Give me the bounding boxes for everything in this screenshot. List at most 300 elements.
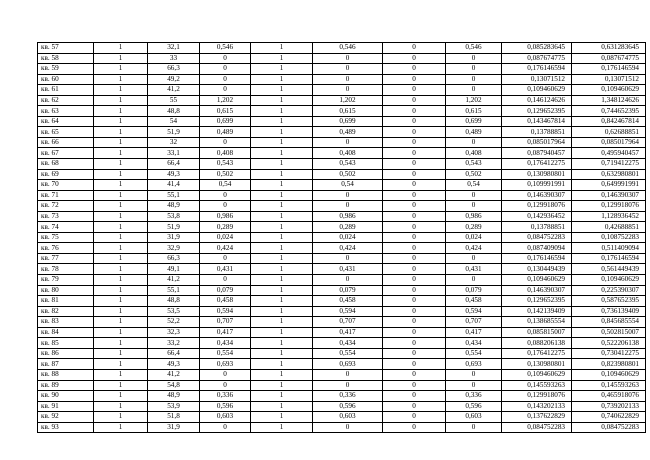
- table-cell: 0: [446, 74, 502, 85]
- table-cell: 1: [251, 264, 313, 275]
- table-row: [38, 380, 646, 391]
- table-cell: 0,129918076: [572, 201, 646, 212]
- table-row: [38, 359, 646, 370]
- table-cell: 0,109991991: [502, 180, 572, 191]
- table-row: [38, 64, 646, 75]
- table-cell: 0: [383, 222, 446, 233]
- table-cell: 0,085017964: [572, 137, 646, 148]
- table-cell: 0,554: [200, 348, 251, 359]
- table-cell: 1,202: [313, 95, 383, 106]
- table-cell: 0,986: [200, 211, 251, 222]
- table-cell: 0,024: [200, 232, 251, 243]
- table-cell: 0: [313, 137, 383, 148]
- table-row: [38, 85, 646, 96]
- table-cell: 0,744652395: [572, 106, 646, 117]
- table-cell: 0,138685554: [502, 317, 572, 328]
- table-cell: 1,202: [200, 95, 251, 106]
- table-cell: 53,8: [148, 211, 200, 222]
- table-cell: 0,543: [446, 159, 502, 170]
- table-cell: 0: [200, 190, 251, 201]
- table-cell: 0,699: [313, 116, 383, 127]
- apartment-label-cell: кв. 68: [38, 159, 94, 170]
- table-cell: 0,693: [313, 359, 383, 370]
- table-cell: 0: [383, 137, 446, 148]
- table-cell: 0: [200, 422, 251, 433]
- table-cell: 0,707: [446, 317, 502, 328]
- table-cell: 0: [446, 53, 502, 64]
- table-cell: 0,084752283: [572, 422, 646, 433]
- table-cell: 41,2: [148, 369, 200, 380]
- table-cell: 66,3: [148, 253, 200, 264]
- table-cell: 0: [313, 380, 383, 391]
- table-cell: 0: [200, 201, 251, 212]
- table-cell: 0: [313, 253, 383, 264]
- table-cell: 0,740622829: [572, 412, 646, 423]
- table-cell: 0,336: [200, 391, 251, 402]
- table-row: [38, 180, 646, 191]
- table-cell: 0: [383, 159, 446, 170]
- table-cell: 0: [200, 253, 251, 264]
- table-cell: 0,142139409: [502, 306, 572, 317]
- apartment-label-cell: кв. 81: [38, 296, 94, 307]
- table-cell: 1: [94, 391, 148, 402]
- table-cell: 0,143202133: [502, 401, 572, 412]
- table-cell: 0,707: [313, 317, 383, 328]
- apartment-label-cell: кв. 80: [38, 285, 94, 296]
- apartment-label-cell: кв. 57: [38, 43, 94, 54]
- table-cell: 0: [383, 95, 446, 106]
- table-cell: 1: [251, 253, 313, 264]
- table-cell: 0,594: [313, 306, 383, 317]
- table-cell: 48,9: [148, 201, 200, 212]
- table-cell: 0: [383, 190, 446, 201]
- table-cell: 1: [251, 401, 313, 412]
- table-row: [38, 169, 646, 180]
- table-cell: 1: [94, 412, 148, 423]
- table-cell: 1: [251, 222, 313, 233]
- table-cell: 0: [313, 53, 383, 64]
- table-row: [38, 106, 646, 117]
- table-cell: 1: [94, 53, 148, 64]
- table-cell: 0,424: [200, 243, 251, 254]
- table-cell: 0,546: [200, 43, 251, 54]
- table-cell: 0,129652395: [502, 296, 572, 307]
- table-cell: 0,823980801: [572, 359, 646, 370]
- table-cell: 0,543: [313, 159, 383, 170]
- table-cell: 1: [94, 85, 148, 96]
- table-cell: 0,431: [200, 264, 251, 275]
- table-cell: 0: [383, 391, 446, 402]
- table-cell: 1: [251, 327, 313, 338]
- table-cell: 0,225390307: [572, 285, 646, 296]
- table-cell: 0,085283645: [502, 43, 572, 54]
- table-cell: 0: [200, 64, 251, 75]
- table-cell: 48,9: [148, 391, 200, 402]
- table-cell: 0,085815007: [502, 327, 572, 338]
- table-cell: 1: [94, 275, 148, 286]
- table-cell: 1: [251, 74, 313, 85]
- table-cell: 66,3: [148, 64, 200, 75]
- table-cell: 0,129918076: [502, 201, 572, 212]
- table-cell: 0: [383, 116, 446, 127]
- table-cell: 1: [94, 338, 148, 349]
- table-cell: 0,408: [200, 148, 251, 159]
- table-cell: 0,693: [200, 359, 251, 370]
- table-cell: 0,336: [313, 391, 383, 402]
- table-row: [38, 74, 646, 85]
- table-cell: 0: [446, 422, 502, 433]
- table-row: [38, 412, 646, 423]
- table-cell: 1: [251, 169, 313, 180]
- table-cell: 33,1: [148, 148, 200, 159]
- table-cell: 1: [94, 264, 148, 275]
- table-cell: 0,087409094: [502, 243, 572, 254]
- apartment-label-cell: кв. 91: [38, 401, 94, 412]
- table-cell: 31,9: [148, 422, 200, 433]
- table-cell: 0,693: [446, 359, 502, 370]
- table-cell: 0,543: [200, 159, 251, 170]
- table-row: [38, 369, 646, 380]
- table-cell: 1: [94, 95, 148, 106]
- table-cell: 0,289: [313, 222, 383, 233]
- apartment-label-cell: кв. 85: [38, 338, 94, 349]
- table-row: [38, 275, 646, 286]
- apartment-label-cell: кв. 69: [38, 169, 94, 180]
- table-cell: 1: [94, 401, 148, 412]
- table-cell: 0,146390307: [572, 190, 646, 201]
- table-cell: 0,603: [200, 412, 251, 423]
- table-cell: 1: [94, 64, 148, 75]
- table-cell: 0: [383, 148, 446, 159]
- table-cell: 0,130449439: [502, 264, 572, 275]
- table-cell: 0: [383, 338, 446, 349]
- table-cell: 0,109460629: [502, 85, 572, 96]
- table-cell: 54: [148, 116, 200, 127]
- apartment-label-cell: кв. 67: [38, 148, 94, 159]
- table-cell: 0,632980801: [572, 169, 646, 180]
- table-cell: 49,3: [148, 359, 200, 370]
- table-cell: 0,109460629: [572, 369, 646, 380]
- table-cell: 0,145593263: [572, 380, 646, 391]
- table-cell: 51,8: [148, 412, 200, 423]
- table-cell: 0,587652395: [572, 296, 646, 307]
- apartment-label-cell: кв. 83: [38, 317, 94, 328]
- apartment-label-cell: кв. 78: [38, 264, 94, 275]
- table-cell: 0: [446, 369, 502, 380]
- apartment-label-cell: кв. 74: [38, 222, 94, 233]
- table-cell: 52,2: [148, 317, 200, 328]
- table-cell: 0: [383, 85, 446, 96]
- table-cell: 0,489: [313, 127, 383, 138]
- table-cell: 1: [94, 380, 148, 391]
- table-cell: 0,511409094: [572, 243, 646, 254]
- table-cell: 0,615: [313, 106, 383, 117]
- table-cell: 1: [251, 180, 313, 191]
- table-cell: 1: [251, 137, 313, 148]
- table-cell: 0,024: [446, 232, 502, 243]
- table-cell: 1: [94, 369, 148, 380]
- table-cell: 0: [200, 380, 251, 391]
- table-cell: 0: [313, 74, 383, 85]
- table-cell: 1: [94, 285, 148, 296]
- table-cell: 0: [383, 64, 446, 75]
- table-cell: 0,146390307: [502, 285, 572, 296]
- table-cell: 0: [383, 327, 446, 338]
- table-cell: 1: [94, 327, 148, 338]
- table-cell: 0,109460629: [572, 275, 646, 286]
- table-cell: 1: [94, 348, 148, 359]
- table-cell: 0,424: [446, 243, 502, 254]
- apartment-label-cell: кв. 58: [38, 53, 94, 64]
- table-cell: 0,130980801: [502, 359, 572, 370]
- table-cell: 1: [251, 106, 313, 117]
- table-cell: 1: [94, 253, 148, 264]
- table-cell: 32,9: [148, 243, 200, 254]
- table-cell: 1: [94, 222, 148, 233]
- table-cell: 41,4: [148, 180, 200, 191]
- table-cell: 66,4: [148, 348, 200, 359]
- table-cell: 0,699: [446, 116, 502, 127]
- table-cell: 1: [251, 380, 313, 391]
- table-cell: 0,176412275: [502, 348, 572, 359]
- table-cell: 0: [200, 53, 251, 64]
- table-cell: 0,145593263: [502, 380, 572, 391]
- table-cell: 0,986: [313, 211, 383, 222]
- table-cell: 54,8: [148, 380, 200, 391]
- table-cell: 0: [313, 190, 383, 201]
- apartment-label-cell: кв. 62: [38, 95, 94, 106]
- apartment-label-cell: кв. 84: [38, 327, 94, 338]
- table-cell: 0: [313, 201, 383, 212]
- table-cell: 0,62688851: [572, 127, 646, 138]
- table-cell: 1,348124626: [572, 95, 646, 106]
- table-cell: 0,417: [446, 327, 502, 338]
- table-cell: 0: [383, 264, 446, 275]
- table-cell: 33,2: [148, 338, 200, 349]
- table-cell: 1: [94, 169, 148, 180]
- table-cell: 1: [251, 359, 313, 370]
- table-cell: 0: [383, 253, 446, 264]
- table-cell: 0,417: [313, 327, 383, 338]
- table-row: [38, 137, 646, 148]
- table-row: [38, 201, 646, 212]
- table-cell: 0,434: [313, 338, 383, 349]
- table-row: [38, 306, 646, 317]
- table-cell: 53,5: [148, 306, 200, 317]
- table-cell: 0,13071512: [572, 74, 646, 85]
- table-row: [38, 116, 646, 127]
- table-cell: 0,434: [200, 338, 251, 349]
- table-cell: 0,108752283: [572, 232, 646, 243]
- table-cell: 0: [446, 190, 502, 201]
- table-cell: 1: [251, 190, 313, 201]
- table-cell: 1: [251, 275, 313, 286]
- table-cell: 0,489: [200, 127, 251, 138]
- table-cell: 33: [148, 53, 200, 64]
- table-cell: 0,458: [446, 296, 502, 307]
- table-cell: 0,129652395: [502, 106, 572, 117]
- table-cell: 0: [383, 53, 446, 64]
- table-cell: 1: [251, 127, 313, 138]
- table-cell: 0: [200, 85, 251, 96]
- table-cell: 0: [383, 296, 446, 307]
- table-cell: 1: [251, 285, 313, 296]
- apartment-label-cell: кв. 71: [38, 190, 94, 201]
- table-cell: 0,176146594: [572, 253, 646, 264]
- table-cell: 41,2: [148, 85, 200, 96]
- table-row: [38, 127, 646, 138]
- table-cell: 0,087674775: [572, 53, 646, 64]
- table-cell: 0,495940457: [572, 148, 646, 159]
- table-cell: 1: [94, 43, 148, 54]
- table-cell: 1: [251, 159, 313, 170]
- table-cell: 0: [446, 253, 502, 264]
- table-cell: 0,142936452: [502, 211, 572, 222]
- table-cell: 1: [251, 306, 313, 317]
- table-cell: 1: [251, 53, 313, 64]
- apartment-label-cell: кв. 66: [38, 137, 94, 148]
- table-cell: 0,554: [446, 348, 502, 359]
- table-cell: 0,465918076: [572, 391, 646, 402]
- table-row: [38, 327, 646, 338]
- apartment-label-cell: кв. 90: [38, 391, 94, 402]
- table-cell: 0,289: [446, 222, 502, 233]
- table-cell: 0,458: [313, 296, 383, 307]
- table-cell: 0: [383, 243, 446, 254]
- table-cell: 0,596: [313, 401, 383, 412]
- table-cell: 48,8: [148, 296, 200, 307]
- table-cell: 0: [383, 201, 446, 212]
- table-cell: 0,739202133: [572, 401, 646, 412]
- table-cell: 0,088206138: [502, 338, 572, 349]
- table-cell: 0: [383, 180, 446, 191]
- table-cell: 49,3: [148, 169, 200, 180]
- table-cell: 0,109460629: [572, 85, 646, 96]
- table-row: [38, 317, 646, 328]
- table-cell: 1: [94, 159, 148, 170]
- table-row: [38, 253, 646, 264]
- table-row: [38, 338, 646, 349]
- table-cell: 51,9: [148, 222, 200, 233]
- table-cell: 0,649991991: [572, 180, 646, 191]
- table-cell: 1: [251, 422, 313, 433]
- table-cell: 1,202: [446, 95, 502, 106]
- table-cell: 0,137622829: [502, 412, 572, 423]
- table-cell: 53,9: [148, 401, 200, 412]
- table-cell: 0,408: [313, 148, 383, 159]
- table-cell: 0,13788851: [502, 127, 572, 138]
- table-cell: 48,8: [148, 106, 200, 117]
- table-cell: 1: [94, 148, 148, 159]
- table-row: [38, 148, 646, 159]
- table-row: [38, 285, 646, 296]
- table-row: [38, 232, 646, 243]
- table-row: [38, 391, 646, 402]
- table-cell: 0,522206138: [572, 338, 646, 349]
- table-cell: 0,458: [200, 296, 251, 307]
- table-cell: 0: [383, 317, 446, 328]
- table-cell: 1: [94, 232, 148, 243]
- apartment-label-cell: кв. 76: [38, 243, 94, 254]
- table-cell: 0,54: [446, 180, 502, 191]
- table-cell: 0,109460629: [502, 369, 572, 380]
- table-cell: 1: [251, 64, 313, 75]
- table-cell: 0,546: [446, 43, 502, 54]
- table-cell: 1: [94, 137, 148, 148]
- table-cell: 0: [313, 275, 383, 286]
- table-cell: 0,176412275: [502, 159, 572, 170]
- table-cell: 0: [383, 232, 446, 243]
- apartment-label-cell: кв. 63: [38, 106, 94, 117]
- table-cell: 0,431: [313, 264, 383, 275]
- apartment-label-cell: кв. 92: [38, 412, 94, 423]
- table-cell: 1: [251, 412, 313, 423]
- apartment-label-cell: кв. 64: [38, 116, 94, 127]
- apartment-label-cell: кв. 59: [38, 64, 94, 75]
- table-cell: 0: [200, 74, 251, 85]
- table-cell: 0: [446, 275, 502, 286]
- table-cell: 1: [94, 106, 148, 117]
- table-cell: 0,707: [200, 317, 251, 328]
- table-cell: 0: [383, 369, 446, 380]
- table-cell: 41,2: [148, 275, 200, 286]
- table-cell: 0: [383, 127, 446, 138]
- table-cell: 0: [383, 74, 446, 85]
- table-cell: 0,024: [313, 232, 383, 243]
- table-cell: 0: [313, 64, 383, 75]
- table-cell: 0,431: [446, 264, 502, 275]
- table-cell: 1: [251, 391, 313, 402]
- table-cell: 0,736139409: [572, 306, 646, 317]
- table-cell: 1: [94, 190, 148, 201]
- table-cell: 1: [94, 359, 148, 370]
- table-cell: 0,417: [200, 327, 251, 338]
- table-cell: 0,502815007: [572, 327, 646, 338]
- table-cell: 0: [383, 401, 446, 412]
- table-cell: 0: [200, 369, 251, 380]
- table-row: [38, 401, 646, 412]
- table-cell: 0,176146594: [502, 253, 572, 264]
- table-cell: 0,176146594: [572, 64, 646, 75]
- table-row: [38, 43, 646, 54]
- table-row: [38, 211, 646, 222]
- table-cell: 1: [94, 243, 148, 254]
- table-cell: 0,561449439: [572, 264, 646, 275]
- apartment-label-cell: кв. 89: [38, 380, 94, 391]
- table-cell: 1: [251, 369, 313, 380]
- table-cell: 0,109460629: [502, 275, 572, 286]
- table-cell: 0: [446, 137, 502, 148]
- table-cell: 0,084752283: [502, 422, 572, 433]
- table-cell: 0,13788851: [502, 222, 572, 233]
- apartment-label-cell: кв. 93: [38, 422, 94, 433]
- table-cell: 1: [94, 422, 148, 433]
- table-cell: 0: [446, 85, 502, 96]
- table-cell: 0: [383, 380, 446, 391]
- table-cell: 1: [94, 180, 148, 191]
- apartment-label-cell: кв. 61: [38, 85, 94, 96]
- table-row: [38, 53, 646, 64]
- table-cell: 0,842467814: [572, 116, 646, 127]
- table-cell: 51,9: [148, 127, 200, 138]
- apartment-label-cell: кв. 70: [38, 180, 94, 191]
- table-cell: 1: [251, 232, 313, 243]
- apartment-label-cell: кв. 60: [38, 74, 94, 85]
- table-cell: 1: [251, 201, 313, 212]
- table-cell: 0: [446, 380, 502, 391]
- table-cell: 49,1: [148, 264, 200, 275]
- table-cell: 0,615: [200, 106, 251, 117]
